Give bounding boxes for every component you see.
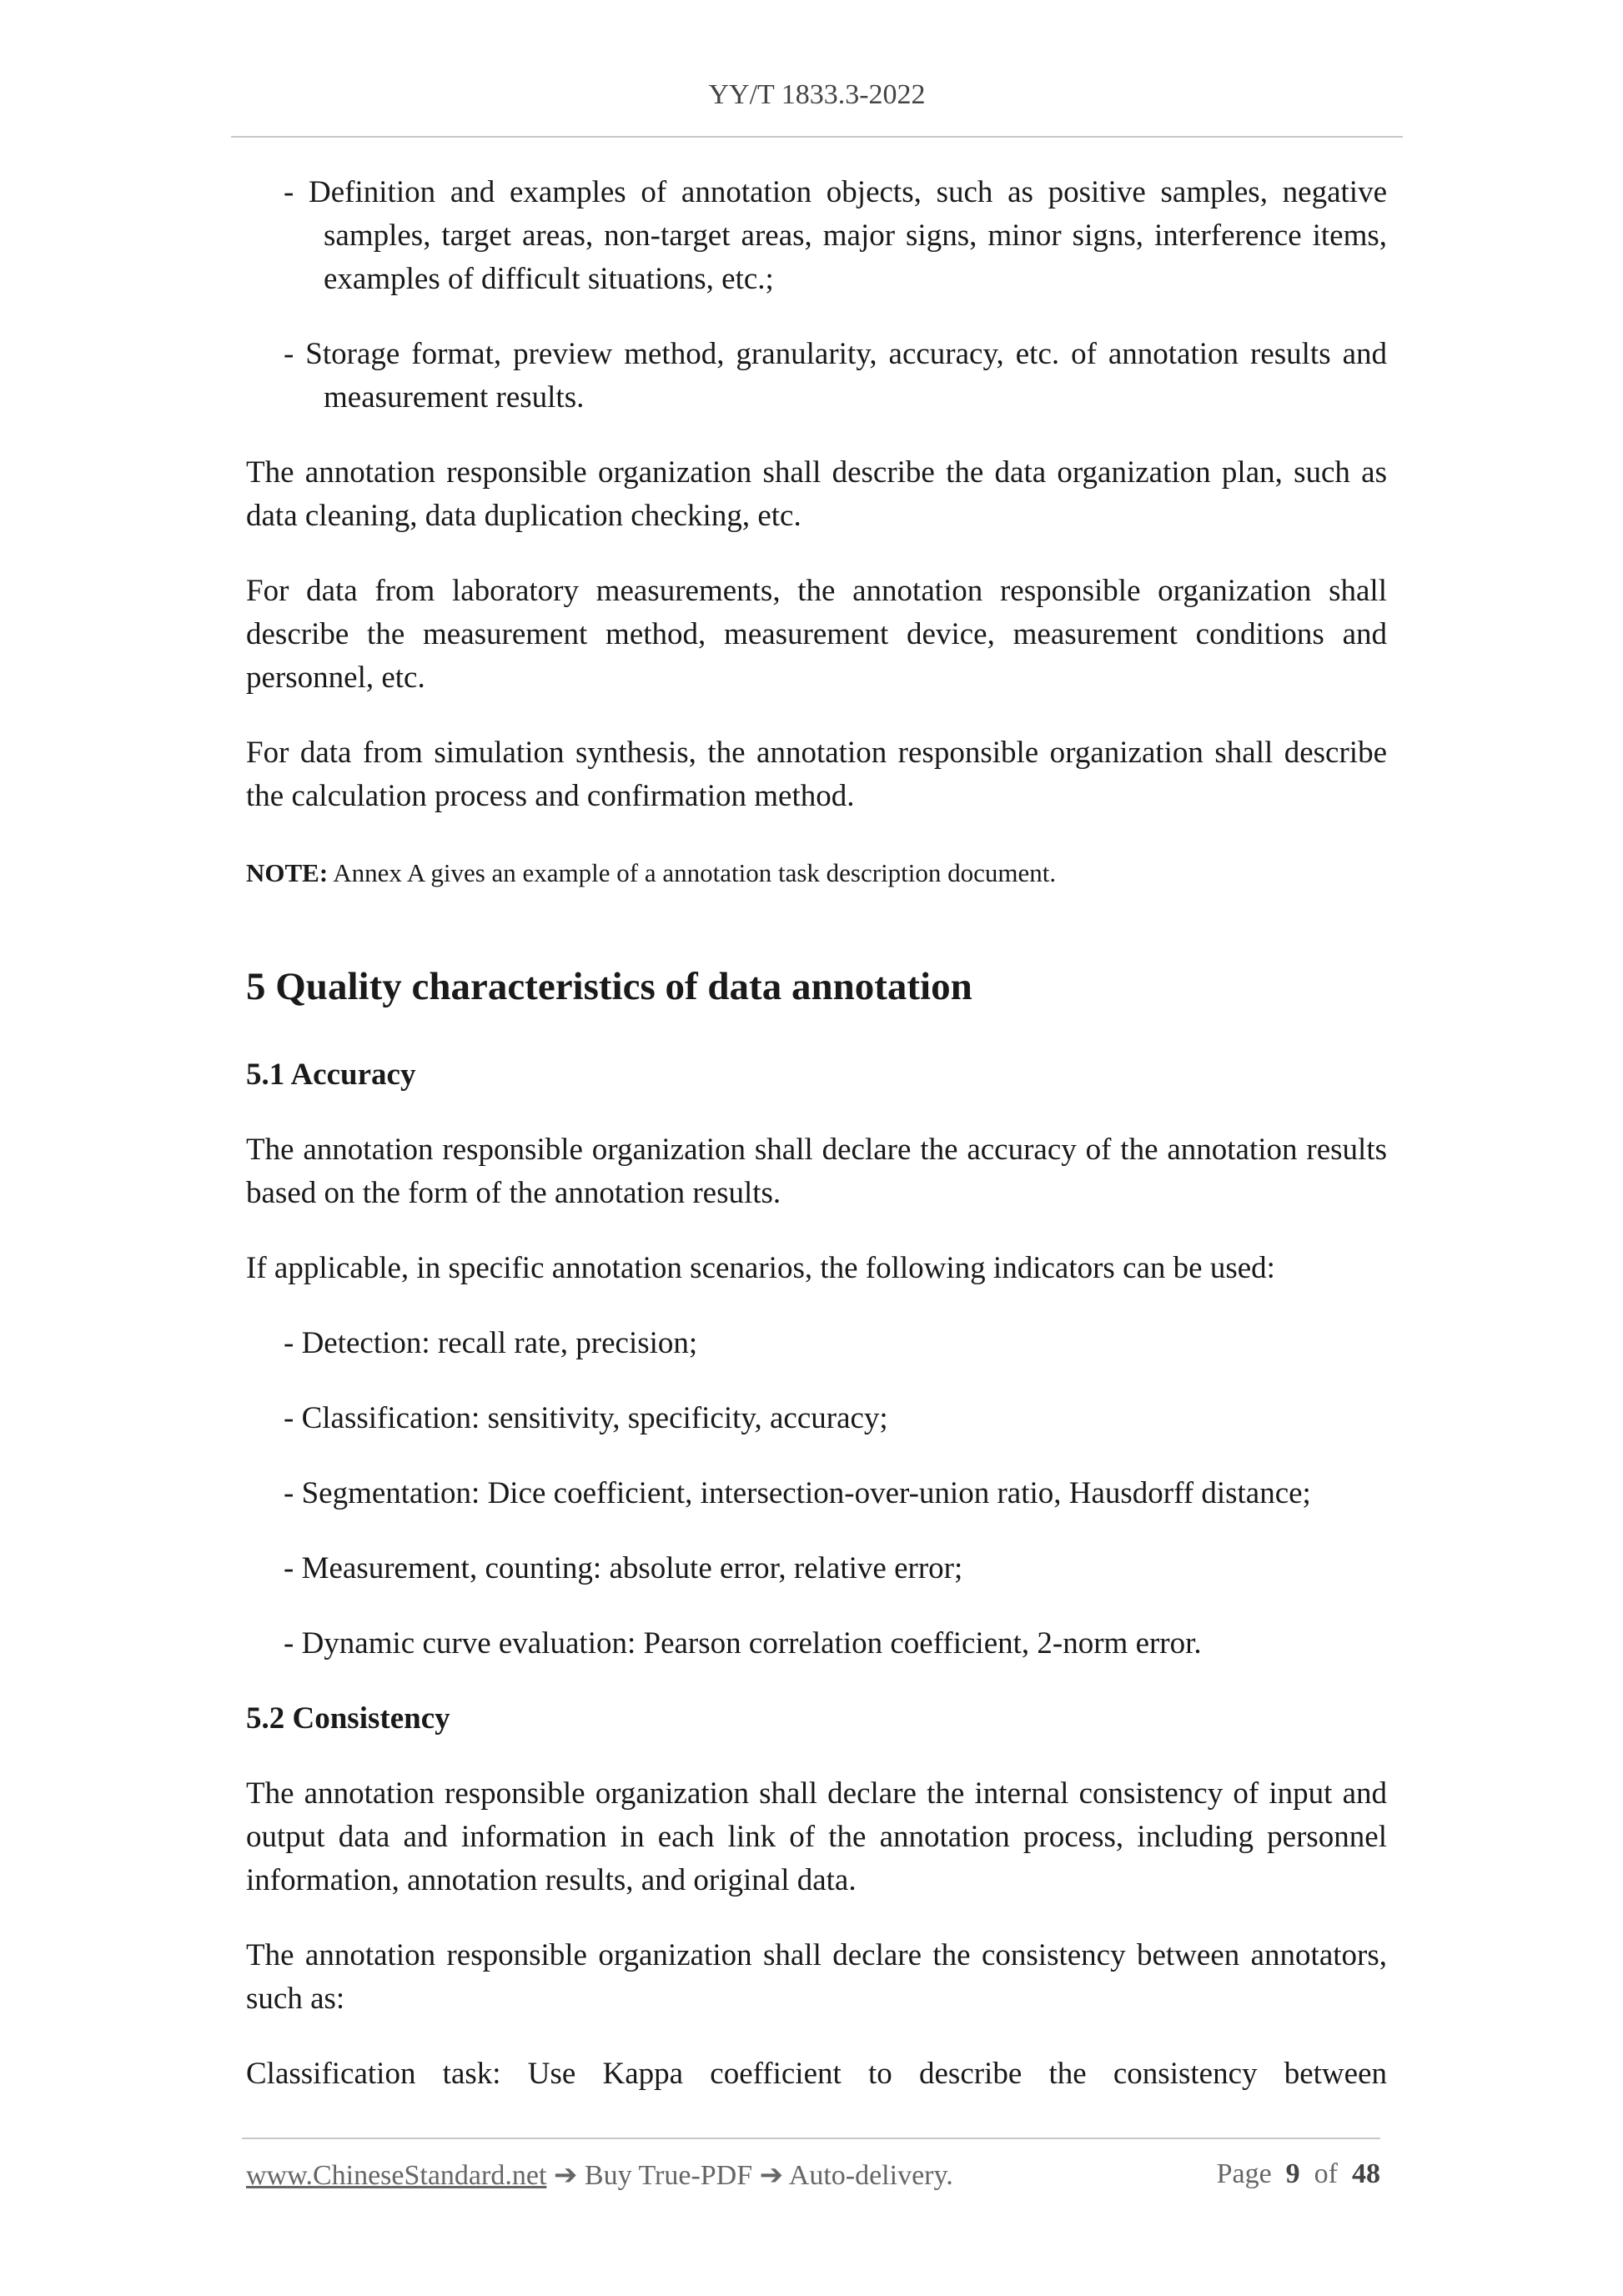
current-page-number: 9 [1285,2158,1300,2189]
note-label: NOTE: [246,858,329,887]
section-5-1-heading: 5.1 Accuracy [246,1058,416,1092]
document-body [246,171,1387,2096]
arrow-right-icon: ➔ [546,2160,585,2191]
list-item: - Measurement, counting: absolute error, relative error; [284,1551,963,1585]
paragraph-data-organization: The annotation responsible organization shall describe the data organization plan, such as data cleaning, data duplication checking, etc. [246,455,1387,533]
arrow-right-icon: ➔ [752,2160,789,2191]
page-counter [1217,2158,1380,2190]
paragraph-indicators-intro: If applicable, in specific annotation scenarios, the following indicators can be used: [246,1251,1275,1285]
section-5-2-heading: 5.2 Consistency [246,1701,450,1736]
list-item: - Detection: recall rate, precision; [284,1326,698,1360]
footer-promo [246,2158,953,2192]
page-header-standard-code: YY/T 1833.3-2022 [708,79,926,110]
section-5-heading: 5 Quality characteristics of data annotation [246,965,972,1008]
list-item: - Segmentation: Dice coefficient, intersection-over-union ratio, Hausdorff distance; [284,1476,1311,1510]
header-divider [231,136,1403,138]
note [246,855,1387,892]
page-word: Page [1216,2158,1272,2189]
website-link[interactable]: www.ChineseStandard.net [246,2160,547,2191]
paragraph-internal-consistency: The annotation responsible organization shall declare the internal consistency of input and output data and information in each link of the annotation process, including personnel information, annotation results, and original data. [246,1776,1387,1897]
note-text: Annex A gives an example of a annotation task description document. [328,858,1057,887]
paragraph-simulation-data: For data from simulation synthesis, the annotation responsible organization shall describe the calculation process and confirmation method. [246,736,1387,813]
paragraph-classification-task: Classification task: Use Kappa coefficient to describe the consistency between [246,2057,1387,2091]
paragraph-annotator-consistency: The annotation responsible organization shall declare the consistency between annotators, such as: [246,1938,1387,2016]
buy-pdf-text: Buy True-PDF [584,2160,753,2191]
list-item: - Classification: sensitivity, specificity, accuracy; [284,1401,888,1435]
list-item: - Dynamic curve evaluation: Pearson correlation coefficient, 2-norm error. [284,1626,1202,1660]
list-item: - Storage format, preview method, granularity, accuracy, etc. of annotation results and measurement results. [284,337,1387,414]
of-word: of [1314,2158,1338,2189]
paragraph-laboratory-data: For data from laboratory measurements, the annotation responsible organization shall describe the measurement method, measurement device, measurement conditions and personnel, etc. [246,574,1387,695]
total-pages-number: 48 [1352,2158,1380,2189]
auto-delivery-text: Auto-delivery. [788,2160,953,2191]
list-item: - Definition and examples of annotation objects, such as positive samples, negative samples, target areas, non-target areas, major signs, minor signs, interference items, examples of difficult situations, etc.; [284,175,1387,296]
footer-divider [242,2138,1380,2139]
paragraph-accuracy-declare: The annotation responsible organization shall declare the accuracy of the annotation results based on the form of the annotation results. [246,1133,1387,1210]
